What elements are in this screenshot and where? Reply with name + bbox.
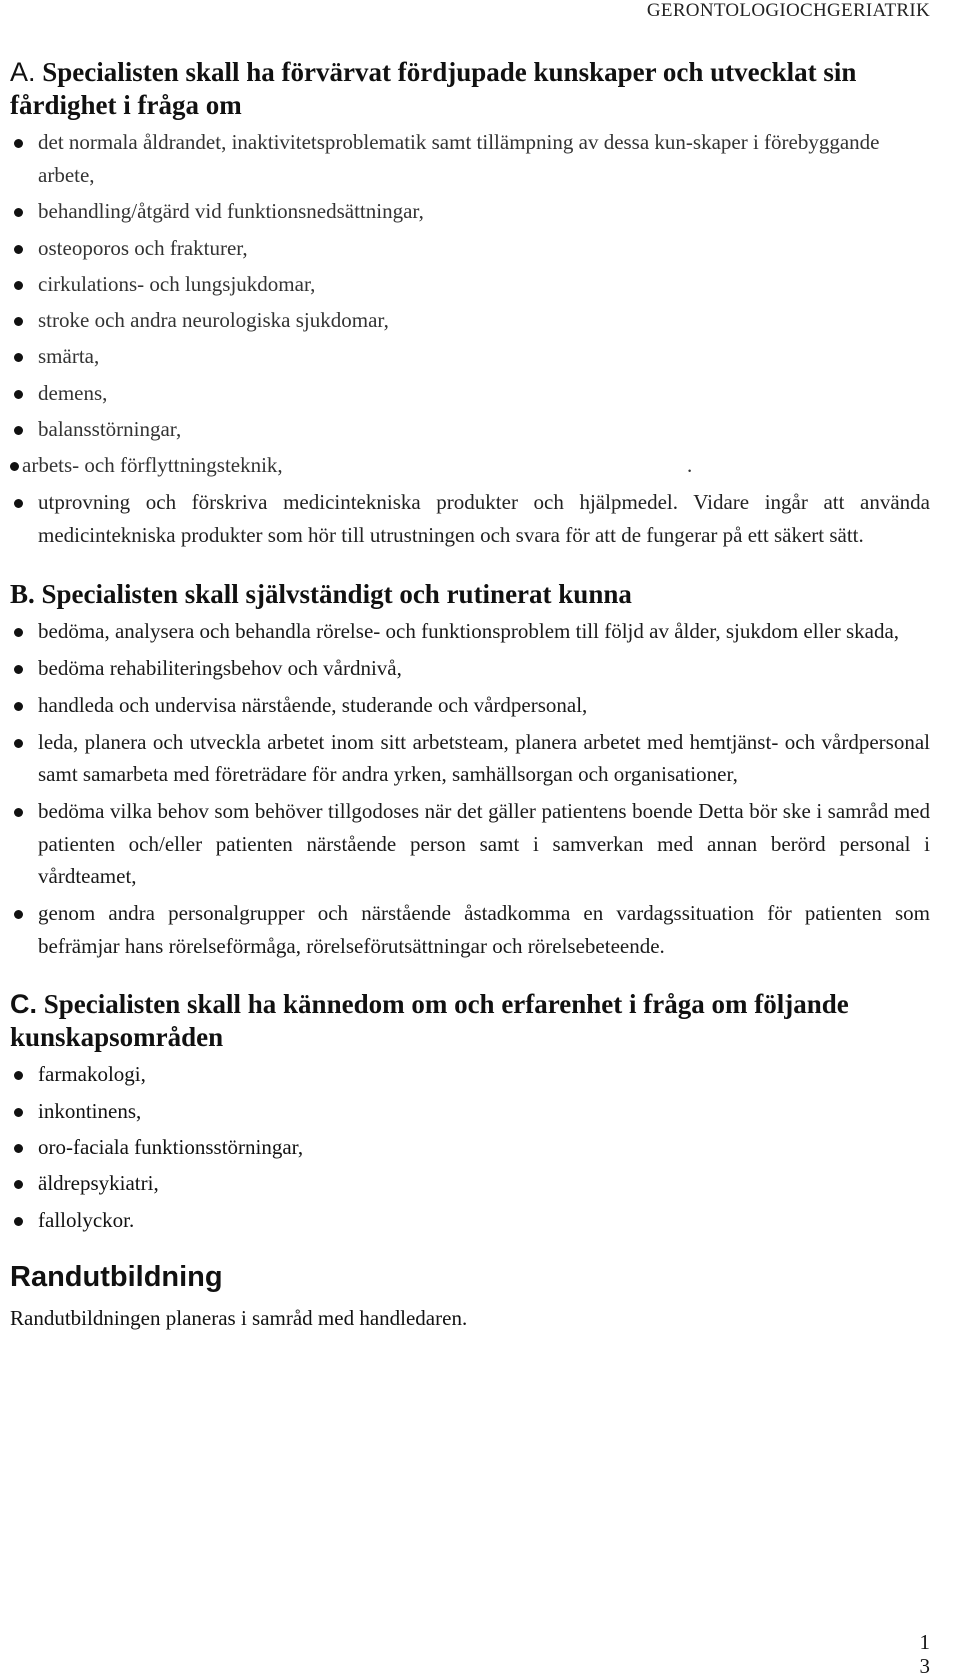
page-number-line-1: 1 (919, 1630, 930, 1654)
list-item: bedöma vilka behov som behöver tillgodoses när det gäller patientens boende Detta bör ske i samråd med patienten och/eller patienten närstående person samt i samverkan med annan berörd personal i vårdteamet, (10, 795, 930, 893)
list-item: stroke och andra neurologiska sjukdomar, (10, 304, 930, 337)
list-item (10, 449, 930, 482)
list-item: behandling/åtgärd vid funktionsnedsättningar, (10, 195, 930, 228)
list-item: smärta, (10, 340, 930, 373)
list-item: utprovning och förskriva medicintekniska produkter och hjälpmedel. Vidare ingår att använda medicintekniska produkter som hör till utrustningen och svara för att de fungerar på ett säkert sätt. (10, 486, 930, 552)
page-number-line-2: 3 (919, 1654, 930, 1678)
list-item: handleda och undervisa närstående, studerande och vårdpersonal, (10, 689, 930, 722)
section-a-list (10, 126, 930, 552)
section-c-letter: C. (10, 989, 37, 1020)
list-item: osteoporos och frakturer, (10, 232, 930, 265)
section-b-heading-text: Specialisten skall självständigt och rutinerat kunna (41, 578, 632, 609)
list-item: det normala åldrandet, inaktivitetsproblematik samt tillämpning av dessa kun-skaper i förebyggande arbete, (10, 126, 930, 192)
list-item: bedöma rehabiliteringsbehov och vårdnivå, (10, 652, 930, 685)
section-a-letter: A. (10, 57, 36, 87)
section-c-heading (10, 988, 930, 1054)
list-item: bedöma, analysera och behandla rörelse- och funktionsproblem till följd av ålder, sjukdom eller skada, (10, 615, 930, 648)
section-b-list (10, 615, 930, 963)
section-c-heading-text: Specialisten skall ha kännedom om och erfarenhet i fråga om följande kunskapsområden (10, 989, 849, 1053)
stray-dot: . (687, 453, 693, 478)
list-item: demens, (10, 377, 930, 410)
list-item: fallolyckor. (10, 1204, 930, 1237)
section-b-letter: B. (10, 578, 35, 609)
list-item: balansstörningar, (10, 413, 930, 446)
list-item: leda, planera och utveckla arbetet inom sitt arbetsteam, planera arbetet med hemtjänst- och vårdpersonal samt samarbeta med företrädare för andra yrken, samhällsorgan och organisationer, (10, 726, 930, 791)
section-a-heading-text: Specialisten skall ha förvärvat fördjupade kunskaper och utvecklat sin fårdighet i fråga om (10, 57, 857, 120)
running-header: GERONTOLOGIOCHGERIATRIK (646, 0, 930, 21)
section-a-heading (10, 56, 930, 122)
section-b-heading (10, 578, 930, 611)
list-item-text: arbets- och förflyttningsteknik, (22, 453, 283, 478)
list-item: äldrepsykiatri, (10, 1167, 930, 1200)
list-item: cirkulations- och lungsjukdomar, (10, 268, 930, 301)
list-item: inkontinens, (10, 1095, 930, 1128)
list-item: farmakologi, (10, 1058, 930, 1091)
section-c-list (10, 1058, 930, 1237)
list-item: genom andra personalgrupper och närstående åstadkomma en vardagssituation för patienten som befrämjar hans rörelseförmåga, rörelseförutsättningar och rörelsebeteende. (10, 897, 930, 962)
randutbildning-text: Randutbildningen planeras i samråd med handledaren. (10, 1305, 468, 1330)
list-item: oro-faciala funktionsstörningar, (10, 1131, 930, 1164)
randutbildning-heading: Randutbildning (10, 1260, 223, 1293)
page-number (920, 1630, 931, 1678)
document-body (10, 56, 930, 1333)
